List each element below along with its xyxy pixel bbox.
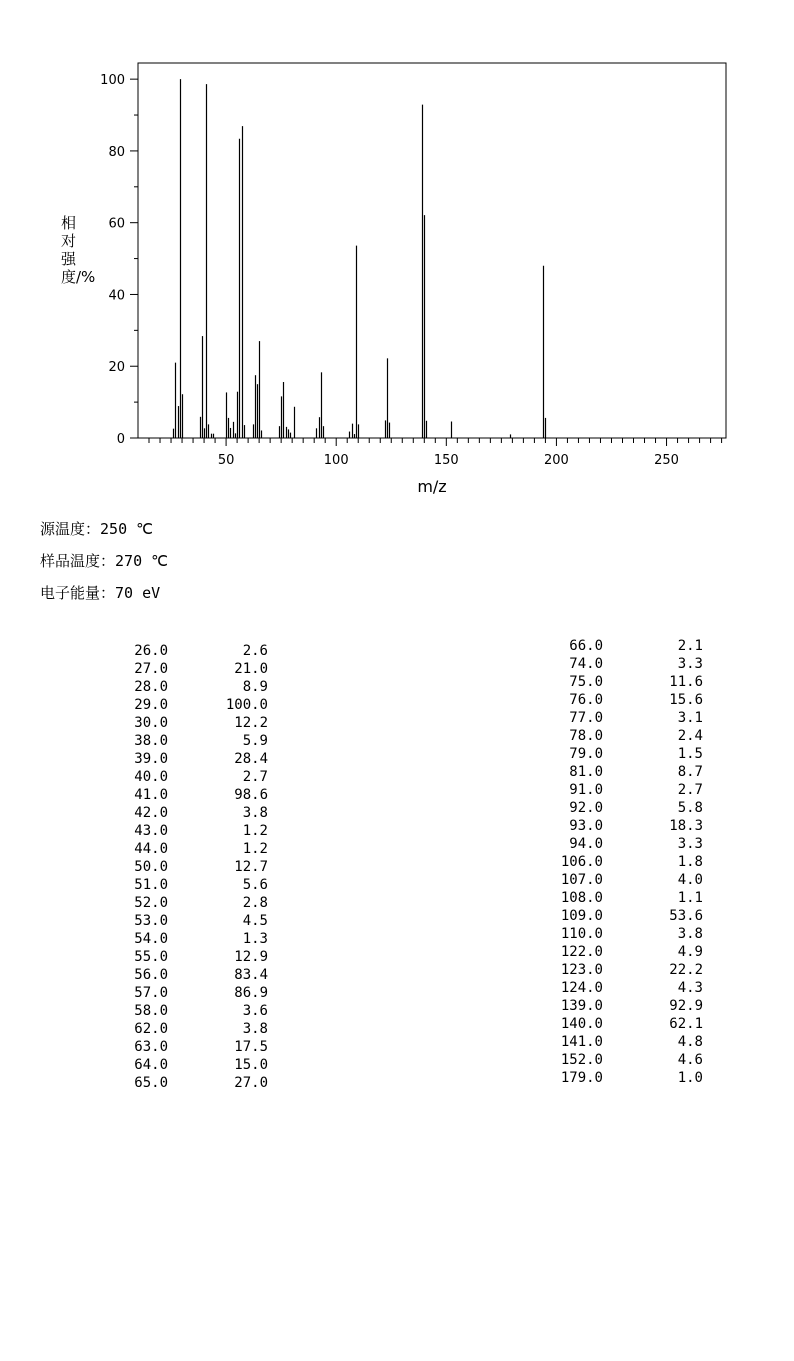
table-row xyxy=(110,1056,310,1074)
table-row xyxy=(545,889,745,907)
condition-value: 250 ℃ xyxy=(100,520,153,538)
mz-value: 91.0 xyxy=(569,782,603,798)
intensity-value: 8.7 xyxy=(677,764,703,780)
table-row xyxy=(110,840,310,858)
table-row xyxy=(110,804,310,822)
mz-value: 122.0 xyxy=(560,944,603,960)
intensity-value: 5.9 xyxy=(242,733,268,749)
intensity-value: 2.7 xyxy=(677,782,703,798)
mz-value: 109.0 xyxy=(560,908,603,924)
mz-value: 38.0 xyxy=(134,733,168,749)
mz-value: 28.0 xyxy=(134,679,168,695)
intensity-value: 92.9 xyxy=(669,998,703,1014)
table-row xyxy=(545,709,745,727)
mz-value: 106.0 xyxy=(560,854,603,870)
mz-value: 30.0 xyxy=(134,715,168,731)
intensity-value: 1.2 xyxy=(242,823,268,839)
table-row xyxy=(110,1074,310,1092)
table-row xyxy=(110,1038,310,1056)
table-row xyxy=(545,745,745,763)
intensity-value: 86.9 xyxy=(234,985,268,1001)
table-row xyxy=(110,768,310,786)
mz-value: 79.0 xyxy=(569,746,603,762)
intensity-value: 98.6 xyxy=(234,787,268,803)
mz-value: 140.0 xyxy=(560,1016,603,1032)
table-row xyxy=(545,1015,745,1033)
intensity-value: 1.5 xyxy=(677,746,703,762)
mz-value: 53.0 xyxy=(134,913,168,929)
table-row xyxy=(545,763,745,781)
table-row xyxy=(110,876,310,894)
intensity-value: 22.2 xyxy=(669,962,703,978)
x-tick-label: 100 xyxy=(323,453,349,468)
intensity-value: 1.3 xyxy=(242,931,268,947)
y-tick-label: 40 xyxy=(108,288,125,304)
mz-value: 43.0 xyxy=(134,823,168,839)
instrument-conditions xyxy=(40,516,740,612)
intensity-value: 12.9 xyxy=(234,949,268,965)
table-row xyxy=(110,948,310,966)
table-row xyxy=(545,817,745,835)
table-row xyxy=(110,822,310,840)
intensity-value: 28.4 xyxy=(234,751,268,767)
table-row xyxy=(545,853,745,871)
mz-value: 179.0 xyxy=(560,1070,603,1086)
mz-value: 77.0 xyxy=(569,710,603,726)
table-row xyxy=(110,696,310,714)
table-row xyxy=(545,1033,745,1051)
intensity-value: 21.0 xyxy=(234,661,268,677)
table-row xyxy=(545,961,745,979)
intensity-value: 3.8 xyxy=(242,805,268,821)
mz-value: 44.0 xyxy=(134,841,168,857)
intensity-value: 4.8 xyxy=(677,1034,703,1050)
intensity-value: 8.9 xyxy=(242,679,268,695)
intensity-value: 5.8 xyxy=(677,800,703,816)
peak-table-left xyxy=(110,642,310,1092)
mz-value: 139.0 xyxy=(560,998,603,1014)
table-row xyxy=(110,642,310,660)
mz-value: 52.0 xyxy=(134,895,168,911)
intensity-value: 100.0 xyxy=(225,697,268,713)
mz-value: 78.0 xyxy=(569,728,603,744)
mz-value: 108.0 xyxy=(560,890,603,906)
intensity-value: 3.6 xyxy=(242,1003,268,1019)
mz-value: 94.0 xyxy=(569,836,603,852)
intensity-value: 3.8 xyxy=(242,1021,268,1037)
table-row xyxy=(545,637,745,655)
intensity-value: 4.3 xyxy=(677,980,703,996)
intensity-value: 5.6 xyxy=(242,877,268,893)
mz-value: 29.0 xyxy=(134,697,168,713)
table-row xyxy=(545,799,745,817)
x-tick-label: 200 xyxy=(544,453,569,468)
mz-value: 141.0 xyxy=(560,1034,603,1050)
x-tick-label: 50 xyxy=(217,453,235,468)
mz-value: 63.0 xyxy=(134,1039,168,1055)
mz-value: 81.0 xyxy=(569,764,603,780)
table-row xyxy=(110,660,310,678)
mz-value: 93.0 xyxy=(569,818,603,834)
peak-table-right xyxy=(545,637,745,1087)
mz-value: 51.0 xyxy=(134,877,168,893)
mz-value: 57.0 xyxy=(134,985,168,1001)
table-row xyxy=(110,786,310,804)
table-row xyxy=(110,732,310,750)
y-tick-label: 80 xyxy=(108,144,125,160)
table-row xyxy=(110,984,310,1002)
y-axis-ticks xyxy=(100,73,138,447)
table-row xyxy=(545,835,745,853)
table-row xyxy=(110,912,310,930)
table-row xyxy=(110,858,310,876)
mz-value: 27.0 xyxy=(134,661,168,677)
y-tick-label: 0 xyxy=(116,432,125,447)
table-row xyxy=(110,678,310,696)
condition-value: 270 ℃ xyxy=(115,552,168,570)
intensity-value: 17.5 xyxy=(234,1039,268,1055)
y-axis-label: 相对强度/% xyxy=(61,214,96,286)
intensity-value: 4.9 xyxy=(677,944,703,960)
mz-value: 40.0 xyxy=(134,769,168,785)
intensity-value: 18.3 xyxy=(669,818,703,834)
mz-value: 92.0 xyxy=(569,800,603,816)
table-row xyxy=(110,714,310,732)
mz-value: 62.0 xyxy=(134,1021,168,1037)
table-row xyxy=(545,925,745,943)
intensity-value: 3.1 xyxy=(677,710,703,726)
mz-value: 123.0 xyxy=(560,962,603,978)
intensity-value: 12.7 xyxy=(234,859,268,875)
intensity-value: 11.6 xyxy=(669,674,703,690)
mz-value: 66.0 xyxy=(569,638,603,654)
intensity-value: 3.3 xyxy=(677,656,703,672)
table-row xyxy=(545,979,745,997)
table-row xyxy=(545,691,745,709)
table-row xyxy=(545,943,745,961)
intensity-value: 2.7 xyxy=(242,769,268,785)
table-row xyxy=(545,907,745,925)
table-row xyxy=(110,966,310,984)
x-axis-ticks xyxy=(149,438,722,468)
mz-value: 76.0 xyxy=(569,692,603,708)
mz-value: 107.0 xyxy=(560,872,603,888)
table-row xyxy=(545,673,745,691)
intensity-value: 2.8 xyxy=(242,895,268,911)
mz-value: 50.0 xyxy=(134,859,168,875)
mz-value: 110.0 xyxy=(560,926,603,942)
mz-value: 124.0 xyxy=(560,980,603,996)
y-tick-label: 60 xyxy=(108,216,125,232)
intensity-value: 1.0 xyxy=(677,1070,703,1086)
table-row xyxy=(545,871,745,889)
table-row xyxy=(545,727,745,745)
table-row xyxy=(545,655,745,673)
mz-value: 74.0 xyxy=(569,656,603,672)
table-row xyxy=(110,750,310,768)
intensity-value: 2.6 xyxy=(242,643,268,659)
mz-value: 56.0 xyxy=(134,967,168,983)
mz-value: 41.0 xyxy=(134,787,168,803)
condition-value: 70 eV xyxy=(115,584,161,602)
table-row xyxy=(110,894,310,912)
x-axis-label: m/z xyxy=(417,477,447,496)
x-tick-label: 150 xyxy=(433,453,459,468)
mz-value: 55.0 xyxy=(134,949,168,965)
mz-value: 42.0 xyxy=(134,805,168,821)
mz-value: 64.0 xyxy=(134,1057,168,1073)
intensity-value: 1.2 xyxy=(242,841,268,857)
table-row xyxy=(110,1020,310,1038)
sample-temperature-row xyxy=(40,548,740,580)
source-temperature-row xyxy=(40,516,740,548)
table-row xyxy=(110,1002,310,1020)
intensity-value: 1.1 xyxy=(677,890,703,906)
table-row xyxy=(545,781,745,799)
intensity-value: 3.3 xyxy=(677,836,703,852)
mz-value: 39.0 xyxy=(134,751,168,767)
condition-label: 电子能量： xyxy=(40,584,116,602)
table-row xyxy=(545,1069,745,1087)
intensity-value: 3.8 xyxy=(677,926,703,942)
mz-value: 26.0 xyxy=(134,643,168,659)
table-row xyxy=(545,1051,745,1069)
intensity-value: 2.4 xyxy=(677,728,703,744)
intensity-value: 4.6 xyxy=(677,1052,703,1068)
intensity-value: 62.1 xyxy=(669,1016,703,1032)
intensity-value: 4.5 xyxy=(242,913,268,929)
mz-value: 54.0 xyxy=(134,931,168,947)
intensity-value: 27.0 xyxy=(234,1075,268,1091)
mz-value: 65.0 xyxy=(134,1075,168,1091)
intensity-value: 2.1 xyxy=(677,638,703,654)
intensity-value: 12.2 xyxy=(234,715,268,731)
mz-value: 75.0 xyxy=(569,674,603,690)
table-row xyxy=(545,997,745,1015)
plot-frame xyxy=(138,63,726,438)
intensity-value: 15.0 xyxy=(234,1057,268,1073)
y-tick-label: 100 xyxy=(100,73,125,89)
x-tick-label: 250 xyxy=(654,453,679,468)
condition-label: 样品温度： xyxy=(40,552,116,570)
intensity-value: 53.6 xyxy=(669,908,703,924)
spectrum-peaks xyxy=(174,79,546,438)
table-row xyxy=(110,930,310,948)
electron-energy-row xyxy=(40,580,740,612)
intensity-value: 1.8 xyxy=(677,854,703,870)
intensity-value: 15.6 xyxy=(669,692,703,708)
mass-spectrum-chart xyxy=(0,0,794,510)
mz-value: 152.0 xyxy=(560,1052,603,1068)
condition-label: 源温度： xyxy=(40,520,101,538)
intensity-value: 83.4 xyxy=(234,967,268,983)
mz-value: 58.0 xyxy=(134,1003,168,1019)
y-tick-label: 20 xyxy=(108,360,125,376)
intensity-value: 4.0 xyxy=(677,872,703,888)
